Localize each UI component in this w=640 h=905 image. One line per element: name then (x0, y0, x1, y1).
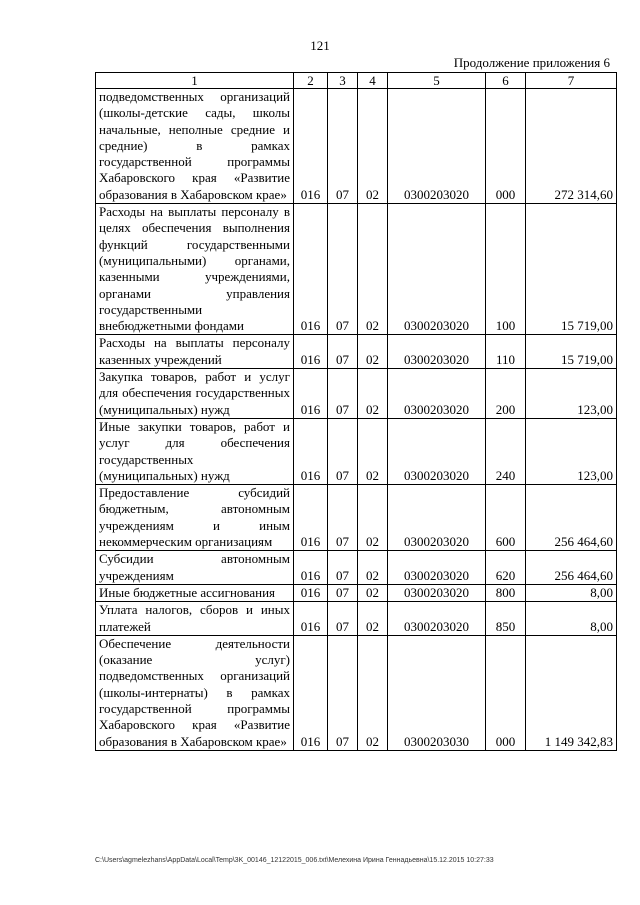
table-row (96, 485, 617, 551)
cell-name: Иные бюджетные ассигнования (96, 584, 294, 601)
cell-section: 07 (328, 551, 358, 585)
table-row (96, 602, 617, 636)
cell-amount: 15 719,00 (526, 204, 617, 335)
cell-ministry: 016 (294, 485, 328, 551)
cell-subsection: 02 (358, 335, 388, 369)
cell-section: 07 (328, 584, 358, 601)
cell-target-article: 0300203020 (388, 369, 486, 419)
cell-target-article: 0300203020 (388, 485, 486, 551)
cell-amount: 8,00 (526, 602, 617, 636)
cell-subsection: 02 (358, 584, 388, 601)
cell-subsection: 02 (358, 369, 388, 419)
cell-subsection: 02 (358, 204, 388, 335)
cell-ministry: 016 (294, 602, 328, 636)
column-header-expense-type: 6 (486, 73, 526, 89)
cell-amount: 123,00 (526, 369, 617, 419)
column-header-section: 3 (328, 73, 358, 89)
cell-expense-type: 620 (486, 551, 526, 585)
column-header-target-article: 5 (388, 73, 486, 89)
cell-target-article: 0300203020 (388, 551, 486, 585)
cell-name: Закупка товаров, работ и услуг для обеспечения государственных (муниципальных) нужд (96, 369, 294, 419)
cell-amount: 256 464,60 (526, 485, 617, 551)
cell-ministry: 016 (294, 335, 328, 369)
table-row (96, 418, 617, 484)
table-row (96, 584, 617, 601)
cell-expense-type: 200 (486, 369, 526, 419)
cell-subsection: 02 (358, 602, 388, 636)
column-header-subsection: 4 (358, 73, 388, 89)
cell-subsection: 02 (358, 551, 388, 585)
cell-target-article: 0300203020 (388, 89, 486, 204)
cell-subsection: 02 (358, 418, 388, 484)
cell-amount: 256 464,60 (526, 551, 617, 585)
cell-ministry: 016 (294, 418, 328, 484)
cell-section: 07 (328, 89, 358, 204)
table-row (96, 551, 617, 585)
table-row (96, 89, 617, 204)
cell-ministry: 016 (294, 635, 328, 750)
cell-name: Иные закупки товаров, работ и услуг для обеспечения государственных (муниципальных) нужд (96, 418, 294, 484)
cell-expense-type: 800 (486, 584, 526, 601)
cell-target-article: 0300203020 (388, 418, 486, 484)
page-number: 121 (310, 38, 330, 53)
cell-ministry: 016 (294, 369, 328, 419)
cell-name: Расходы на выплаты персоналу в целях обеспечения выполнения функций государственными (муниципальными) органами, казенными учреждениями, органами управления государственными внебюджетными фондами (96, 204, 294, 335)
cell-name: Расходы на выплаты персоналу казенных учреждений (96, 335, 294, 369)
cell-section: 07 (328, 418, 358, 484)
cell-amount: 272 314,60 (526, 89, 617, 204)
cell-name: подведомственных организаций (школы-детские сады, школы начальные, неполные средние и средние) в рамках государственной программы Хабаровского края «Развитие образования в Хабаровском крае» (96, 89, 294, 204)
cell-amount: 1 149 342,83 (526, 635, 617, 750)
table-row (96, 635, 617, 750)
cell-expense-type: 000 (486, 89, 526, 204)
cell-ministry: 016 (294, 551, 328, 585)
cell-ministry: 016 (294, 584, 328, 601)
cell-expense-type: 850 (486, 602, 526, 636)
cell-expense-type: 600 (486, 485, 526, 551)
cell-target-article: 0300203020 (388, 204, 486, 335)
cell-ministry: 016 (294, 204, 328, 335)
column-header-amount: 7 (526, 73, 617, 89)
footer-path: C:\Users\agmelezhans\AppData\Local\Temp\3K_00146_12122015_006.txt\Мелехина Ирина Геннадьевна\15.12.2015 10:27:33 (95, 857, 494, 864)
cell-section: 07 (328, 204, 358, 335)
cell-section: 07 (328, 335, 358, 369)
cell-section: 07 (328, 635, 358, 750)
cell-target-article: 0300203020 (388, 584, 486, 601)
cell-amount: 8,00 (526, 584, 617, 601)
continuation-label: Продолжение приложения 6 (453, 55, 610, 70)
column-header-row (96, 73, 617, 89)
cell-subsection: 02 (358, 485, 388, 551)
cell-name: Предоставление субсидий бюджетным, автономным учреждениям и иным некоммерческим организациям (96, 485, 294, 551)
cell-amount: 15 719,00 (526, 335, 617, 369)
cell-subsection: 02 (358, 89, 388, 204)
cell-ministry: 016 (294, 89, 328, 204)
cell-section: 07 (328, 485, 358, 551)
cell-amount: 123,00 (526, 418, 617, 484)
cell-expense-type: 100 (486, 204, 526, 335)
cell-section: 07 (328, 602, 358, 636)
cell-target-article: 0300203030 (388, 635, 486, 750)
table-body (96, 89, 617, 751)
column-header-ministry: 2 (294, 73, 328, 89)
table-row (96, 369, 617, 419)
cell-subsection: 02 (358, 635, 388, 750)
cell-section: 07 (328, 369, 358, 419)
column-header-name: 1 (96, 73, 294, 89)
cell-target-article: 0300203020 (388, 335, 486, 369)
table-row (96, 204, 617, 335)
budget-table (95, 72, 617, 751)
cell-expense-type: 240 (486, 418, 526, 484)
cell-name: Обеспечение деятельности (оказание услуг) подведомственных организаций (школы-интернаты) в рамках государственной программы Хабаровского края «Развитие образования в Хабаровском крае» (96, 635, 294, 750)
cell-target-article: 0300203020 (388, 602, 486, 636)
table-row (96, 335, 617, 369)
cell-expense-type: 110 (486, 335, 526, 369)
cell-expense-type: 000 (486, 635, 526, 750)
cell-name: Субсидии автономным учреждениям (96, 551, 294, 585)
cell-name: Уплата налогов, сборов и иных платежей (96, 602, 294, 636)
